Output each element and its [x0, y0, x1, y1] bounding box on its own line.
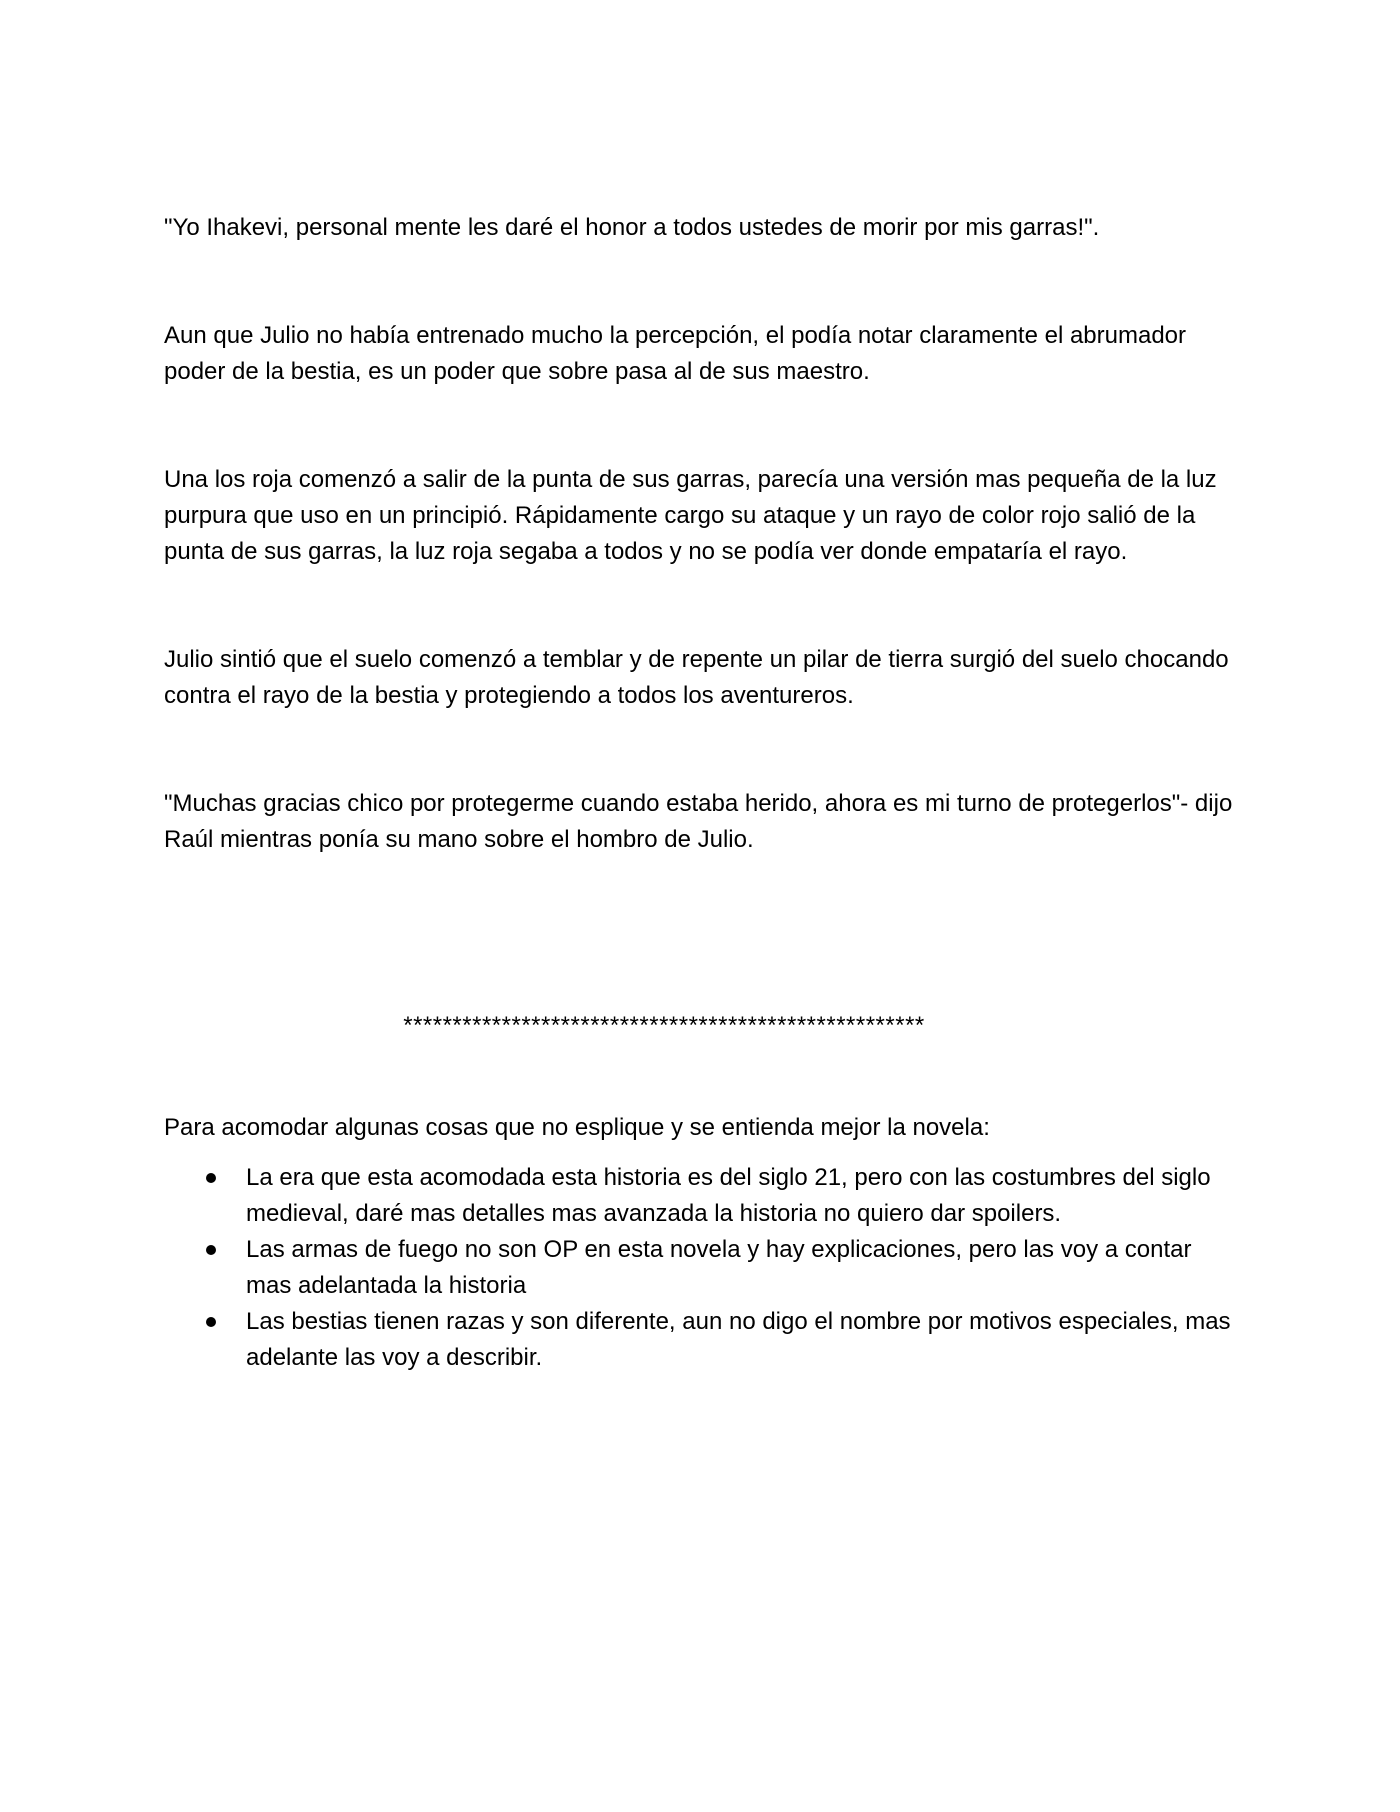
bullet-icon [206, 1173, 216, 1183]
paragraph-earth-pillar: Julio sintió que el suelo comenzó a temblar y de repente un pilar de tierra surgió del suelo chocando contra el rayo de la bestia y protegiendo a todos los aventureros. [164, 646, 1229, 709]
notes-intro: Para acomodar algunas cosas que no esplique y se entienda mejor la novela: [164, 1114, 990, 1141]
list-item-text: La era que esta acomodada esta historia es del siglo 21, pero con las costumbres del siglo medieval, daré mas detalles mas avanzada la historia no quiero dar spoilers. [246, 1164, 1211, 1227]
paragraph-julio-perception: Aun que Julio no había entrenado mucho la percepción, el podía notar claramente el abrumador poder de la bestia, es un poder que sobre pasa al de sus maestro. [164, 322, 1187, 385]
section-separator: ***************************************************** [403, 1012, 925, 1039]
document-body [164, 210, 1234, 1376]
paragraph-red-ray: Una los roja comenzó a salir de la punta de sus garras, parecía una versión mas pequeña de la luz purpura que uso en un principió. Rápidamente cargo su ataque y un rayo de color rojo salió de la punta de sus garras, la luz roja segaba a todos y no se podía ver donde empataría el rayo. [164, 466, 1217, 565]
bullet-icon [206, 1245, 216, 1255]
list-item-text: Las bestias tienen razas y son diferente, aun no digo el nombre por motivos especiales, mas adelante las voy a describir. [246, 1308, 1231, 1371]
list-item [164, 1304, 1234, 1376]
list-item [164, 1232, 1234, 1304]
paragraph-beast-speech: "Yo Ihakevi, personal mente les daré el honor a todos ustedes de morir por mis garras!". [164, 214, 1100, 241]
notes-list [164, 1160, 1234, 1376]
bullet-icon [206, 1317, 216, 1327]
list-item-text: Las armas de fuego no son OP en esta novela y hay explicaciones, pero las voy a contar mas adelantada la historia [246, 1236, 1192, 1299]
list-item [164, 1160, 1234, 1232]
paragraph-raul-thanks: "Muchas gracias chico por protegerme cuando estaba herido, ahora es mi turno de protegerlos"- dijo Raúl mientras ponía su mano sobre el hombro de Julio. [164, 790, 1233, 853]
